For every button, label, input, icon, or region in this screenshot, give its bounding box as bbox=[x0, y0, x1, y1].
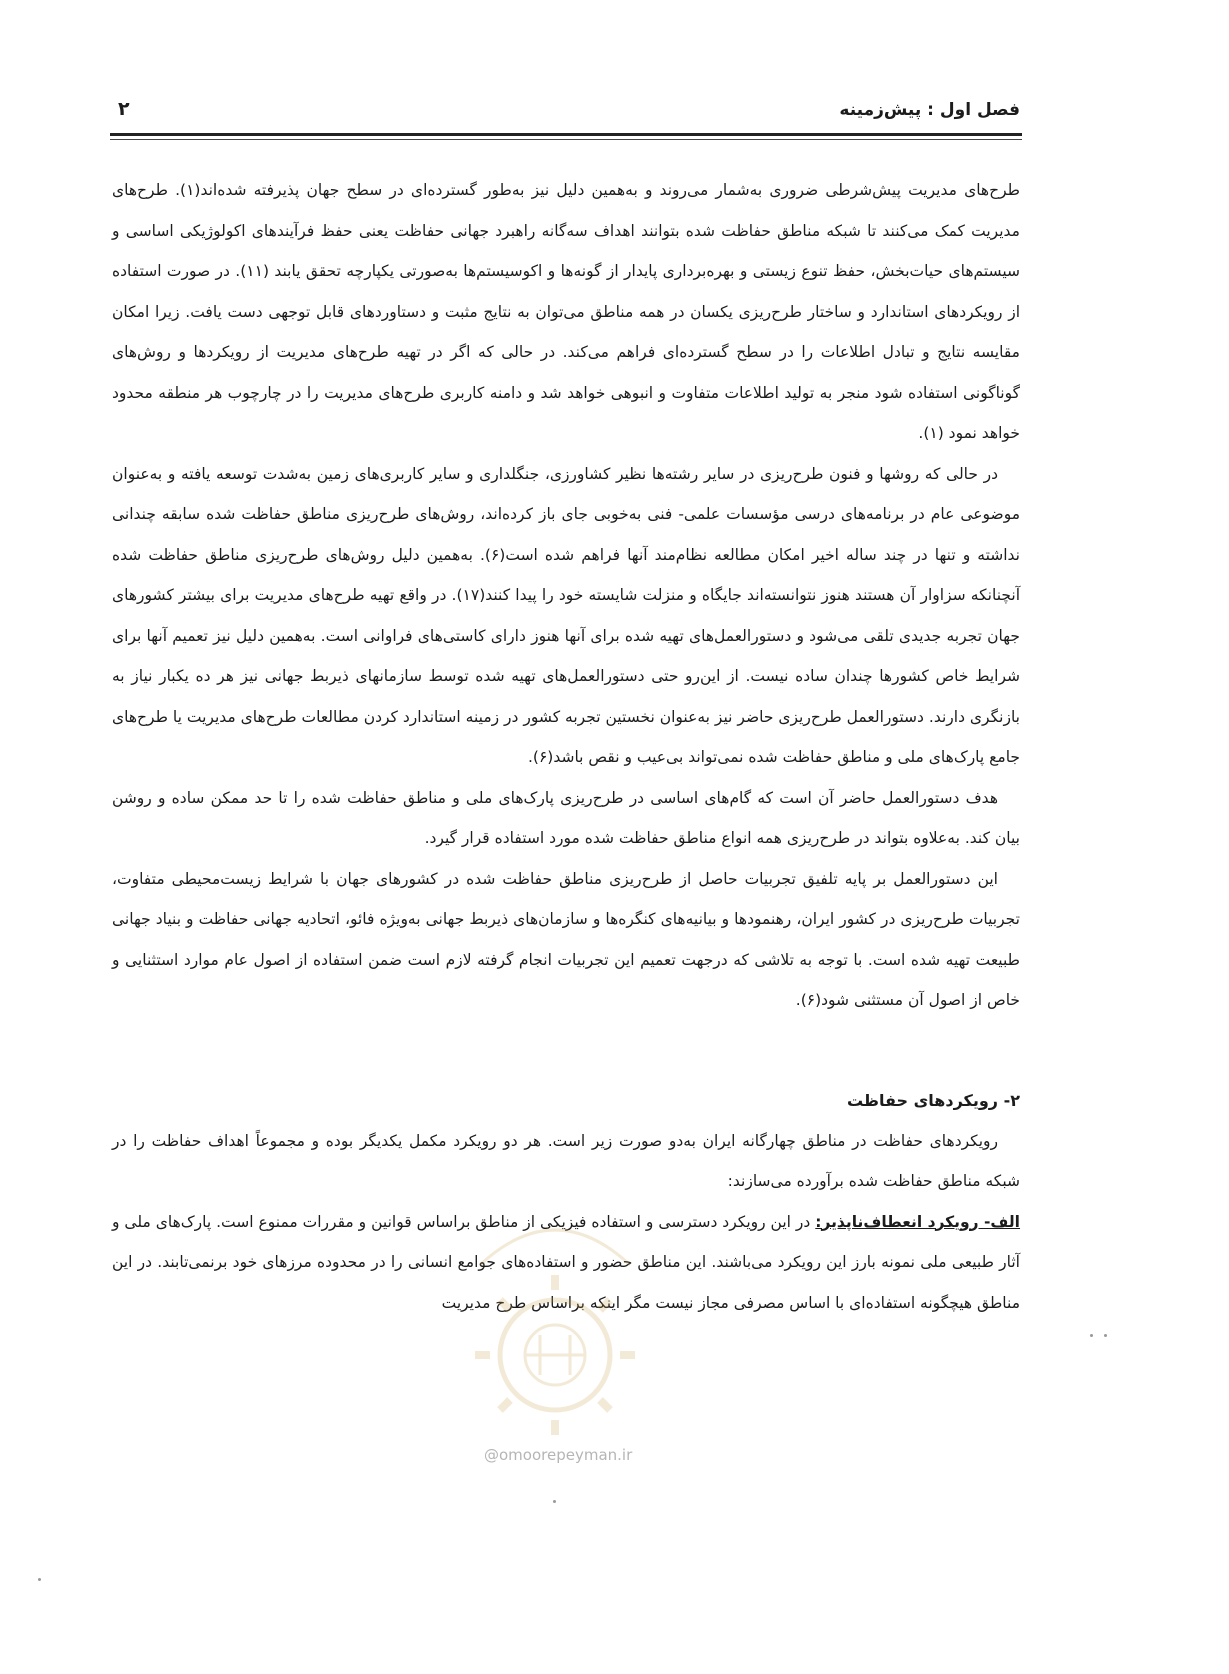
paragraph-approaches: رویکردهای حفاظت در مناطق چهارگانه ایران به‌دو صورت زیر است. هر دو رویکرد مکمل یکدیگر بوده و مجموعاً اهداف حفاظت را در شبکه مناطق حفاظت شده برآورده می‌سازند: bbox=[112, 1131, 1020, 1190]
page-body bbox=[112, 170, 1020, 1323]
rigid-approach-text: در این رویکرد دسترسی و استفاده فیزیکی از مناطق براساس قوانین و مقررات ممنوع است. پارک‌های ملی و آثار طبیعی ملی نمونه بارز این رویکرد می‌باشند. این مناطق حضور و استفاده‌های جوامع انسانی را در محدوده مرزهای خود برنمی‌تابند. در این مناطق هیچگونه استفاده‌ای با اساس مصرفی مجاز نیست مگر اینکه براساس طرح مدیریت bbox=[112, 1212, 1020, 1312]
rigid-approach-label: الف- رویکرد انعطاف‌ناپذیر: bbox=[815, 1212, 1021, 1231]
page-number: ۲ bbox=[118, 98, 130, 120]
paragraph-rigid-approach bbox=[112, 1202, 1020, 1324]
scan-speck bbox=[1104, 1334, 1107, 1337]
chapter-title: فصل اول : پیش‌زمینه bbox=[839, 100, 1020, 120]
paragraph-purpose: هدف دستورالعمل حاضر آن است که گام‌های اساسی در طرح‌ریزی پارک‌های ملی و مناطق حفاظت شده را تا حد ممکن ساده و روشن بیان کند. به‌علاوه بتواند در طرح‌ریزی همه انواع مناطق حفاظت شده مورد استفاده قرار گیرد. bbox=[112, 788, 1020, 847]
section-heading: ۲- رویکردهای حفاظت bbox=[846, 1090, 1020, 1110]
paragraph-management-plans: طرح‌های مدیریت پیش‌شرطی ضروری به‌شمار می‌روند و به‌همین دلیل نیز به‌طور گسترده‌ای در سطح جهان پذیرفته شده‌اند(۱). طرح‌های مدیریت کمک می‌کنند تا شبکه مناطق حفاظت شده بتوانند اهداف سه‌گانه راهبرد جهانی حفاظت یعنی حفظ فرآیندهای اکولوژیکی اساسی و سیستم‌های حیات‌بخش، حفظ تنوع زیستی و بهره‌برداری پایدار از گونه‌ها و اکوسیستم‌ها به‌صورتی یکپارچه تحقق یابند (۱۱). در صورت استفاده از رویکردهای استاندارد و ساختار طرح‌ریزی یکسان در همه مناطق می‌توان به نتایج مثبت و دستاوردهای قابل توجهی دست یافت. زیرا امکان مقایسه نتایج و تبادل اطلاعات را در سطح گسترده‌ای فراهم می‌کند. در حالی که اگر در تهیه طرح‌های مدیریت از رویکردها و روش‌های گوناگونی استفاده شود منجر به تولید اطلاعات متفاوت و انبوهی خواهد شد و دامنه کاربری طرح‌های مدیریت را در چارچوب هر منطقه محدود خواهد نمود (۱). bbox=[112, 181, 1020, 442]
header-rule-thin bbox=[110, 139, 1022, 140]
scan-speck bbox=[553, 1500, 556, 1503]
page-header bbox=[110, 94, 1020, 130]
header-rule-thick bbox=[110, 133, 1022, 136]
scan-speck bbox=[1090, 1334, 1093, 1337]
watermark-url: @omoorepeyman.ir bbox=[484, 1446, 633, 1464]
paragraph-planning-methods: در حالی که روشها و فنون طرح‌ریزی در سایر رشته‌ها نظیر کشاورزی، جنگلداری و سایر کاربری‌های زمین به‌شدت توسعه یافته و به‌عنوان موضوعی عام در برنامه‌های درسی مؤسسات علمی- فنی به‌خوبی جای باز کرده‌اند، روش‌های طرح‌ریزی مناطق حفاظت شده سابقه چندانی نداشته و تنها در چند ساله اخیر امکان مطالعه نظام‌مند آنها فراهم شده است(۶). به‌همین دلیل روش‌های طرح‌ریزی مناطق حفاظت شده آنچنانکه سزاوار آن هستند هنوز نتوانسته‌اند جایگاه و منزلت شایسته خود را پیدا کنند(۱۷). در واقع تهیه طرح‌های مدیریت برای بیشتر کشورهای جهان تجربه جدیدی تلقی می‌شود و دستورالعمل‌های تهیه شده برای آنها هنوز دارای کاستی‌های فراوانی است. به‌همین دلیل نیز تعمیم آنها برای شرایط خاص کشورها چندان ساده نیست. از این‌رو حتی دستورالعمل‌های تهیه شده توسط سازمانهای ذیربط جهانی نیز هر ده یکبار نیاز به بازنگری دارند. دستورالعمل طرح‌ریزی حاضر نیز به‌عنوان نخستین تجربه کشور در زمینه استاندارد کردن مطالعات طرح‌های مدیریت یا طرح‌های جامع پارک‌های ملی و مناطق حفاظت شده نمی‌تواند بی‌عیب و نقص باشد(۶). bbox=[112, 464, 1020, 766]
paragraph-basis: این دستورالعمل بر پایه تلفیق تجربیات حاصل از طرح‌ریزی مناطق حفاظت شده در کشورهای جهان با شرایط زیست‌محیطی متفاوت، تجربیات طرح‌ریزی در کشور ایران، رهنمودها و بیانیه‌های کنگره‌ها و سازمان‌های ذیربط جهانی به‌ویژه فائو، اتحادیه جهانی حفاظت و بنیاد جهانی طبیعت تهیه شده است. با توجه به تلاشی که درجهت تعمیم این تجربیات انجام گرفته لازم است ضمن استفاده از اصول عام موارد استثنایی و خاص از اصول آن مستثنی شود(۶). bbox=[112, 869, 1020, 1009]
scan-speck bbox=[38, 1578, 41, 1581]
